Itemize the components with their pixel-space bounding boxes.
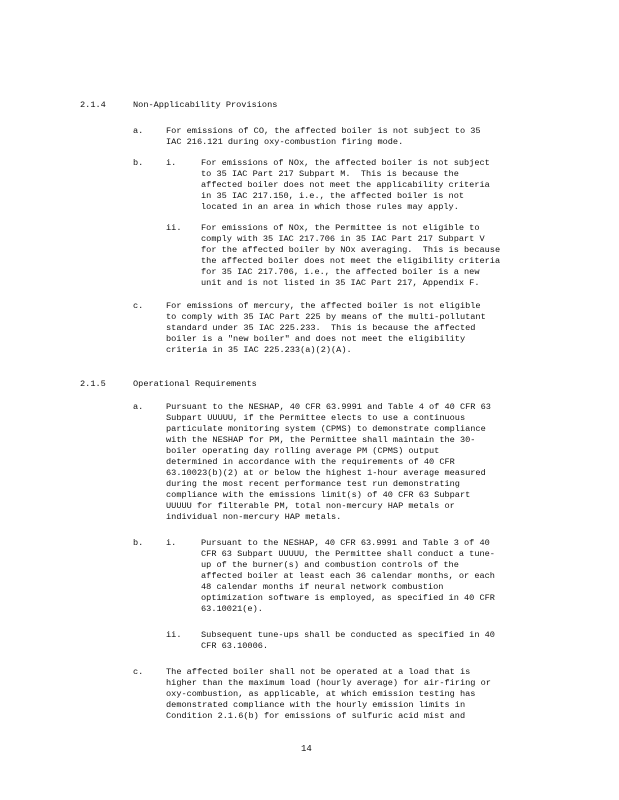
section-number: 2.1.5 [80, 379, 106, 389]
paragraph-line: located in an area in which those rules may apply. [201, 202, 459, 212]
paragraph-line: Subsequent tune-ups shall be conducted as specified in 40 [201, 630, 495, 640]
paragraph-line: 63.10021(e). [201, 604, 263, 614]
paragraph-line: boiler is a "new boiler" and does not meet the eligibility [166, 334, 466, 344]
paragraph-line: Subpart UUUUU, if the Permittee elects to use a continuous [166, 413, 466, 423]
page-number: 14 [301, 744, 312, 754]
paragraph-line: unit and is not listed in 35 IAC Part 217, Appendix F. [201, 278, 480, 288]
item-marker: a. [133, 402, 144, 412]
paragraph-line: For emissions of mercury, the affected boiler is not eligible [166, 301, 481, 311]
item-marker: c. [133, 667, 144, 677]
paragraph-line: CFR 63.10006. [201, 641, 269, 651]
subitem-marker: i. [166, 538, 177, 548]
paragraph-line: affected boiler at least each 36 calendar months, or each [201, 571, 495, 581]
paragraph-line: 48 calendar months if neural network combustion [201, 582, 444, 592]
section-heading: Operational Requirements [133, 379, 257, 389]
paragraph-line: standard under 35 IAC 225.233. This is because the affected [166, 323, 476, 333]
paragraph-line: up of the burner(s) and combustion controls of the [201, 560, 459, 570]
subitem-marker: ii. [166, 223, 182, 233]
paragraph-line: the affected boiler does not meet the eligibility criteria [201, 256, 501, 266]
paragraph-line: For emissions of NOx, the affected boiler is not subject [201, 158, 490, 168]
paragraph-line: affected boiler does not meet the applicability criteria [201, 180, 490, 190]
paragraph-line: to 35 IAC Part 217 Subpart M. This is because the [201, 169, 459, 179]
item-marker: b. [133, 158, 144, 168]
section-heading: Non-Applicability Provisions [133, 100, 278, 110]
paragraph-line: for the affected boiler by NOx averaging. This is because [201, 245, 501, 255]
paragraph-line: comply with 35 IAC 217.706 in 35 IAC Part 217 Subpart V [201, 234, 485, 244]
paragraph-line: For emissions of CO, the affected boiler is not subject to 35 [166, 126, 481, 136]
paragraph-line: to comply with 35 IAC Part 225 by means of the multi-pollutant [166, 312, 486, 322]
paragraph-line: in 35 IAC 217.150, i.e., the affected boiler is not [201, 191, 465, 201]
paragraph-line: 63.10023(b)(2) at or below the highest 1-hour average measured [166, 468, 486, 478]
paragraph-line: demonstrated compliance with the hourly emission limits in [166, 700, 466, 710]
paragraph-line: during the most recent performance test run demonstrating [166, 479, 460, 489]
item-marker: b. [133, 538, 144, 548]
paragraph-line: optimization software is employed, as specified in 40 CFR [201, 593, 495, 603]
paragraph-line: UUUUU for filterable PM, total non-mercury HAP metals or [166, 501, 455, 511]
paragraph-line: for 35 IAC 217.706, i.e., the affected boiler is a new [201, 267, 480, 277]
paragraph-line: Pursuant to the NESHAP, 40 CFR 63.9991 and Table 3 of 40 [201, 538, 490, 548]
item-marker: c. [133, 301, 144, 311]
paragraph-line: The affected boiler shall not be operated at a load that is [166, 667, 471, 677]
paragraph-line: CFR 63 Subpart UUUUU, the Permittee shall conduct a tune- [201, 549, 495, 559]
paragraph-line: oxy-combustion, as applicable, at which emission testing has [166, 689, 476, 699]
paragraph-line: with the NESHAP for PM, the Permittee shall maintain the 30- [166, 435, 476, 445]
subitem-marker: ii. [166, 630, 182, 640]
paragraph-line: criteria in 35 IAC 225.233(a)(2)(A). [166, 345, 352, 355]
paragraph-line: higher than the maximum load (hourly average) for air-firing or [166, 678, 491, 688]
paragraph-line: For emissions of NOx, the Permittee is not eligible to [201, 223, 480, 233]
paragraph-line: compliance with the emissions limit(s) of 40 CFR 63 Subpart [166, 490, 471, 500]
paragraph-line: Condition 2.1.6(b) for emissions of sulfuric acid mist and [166, 711, 466, 721]
item-marker: a. [133, 126, 144, 136]
paragraph-line: boiler operating day rolling average PM (CPMS) output [166, 446, 440, 456]
paragraph-line: particulate monitoring system (CPMS) to demonstrate compliance [166, 424, 486, 434]
subitem-marker: i. [166, 158, 177, 168]
paragraph-line: individual non-mercury HAP metals. [166, 512, 342, 522]
paragraph-line: determined in accordance with the requirements of 40 CFR [166, 457, 455, 467]
paragraph-line: IAC 216.121 during oxy-combustion firing mode. [166, 137, 404, 147]
section-number: 2.1.4 [80, 100, 106, 110]
paragraph-line: Pursuant to the NESHAP, 40 CFR 63.9991 and Table 4 of 40 CFR 63 [166, 402, 491, 412]
